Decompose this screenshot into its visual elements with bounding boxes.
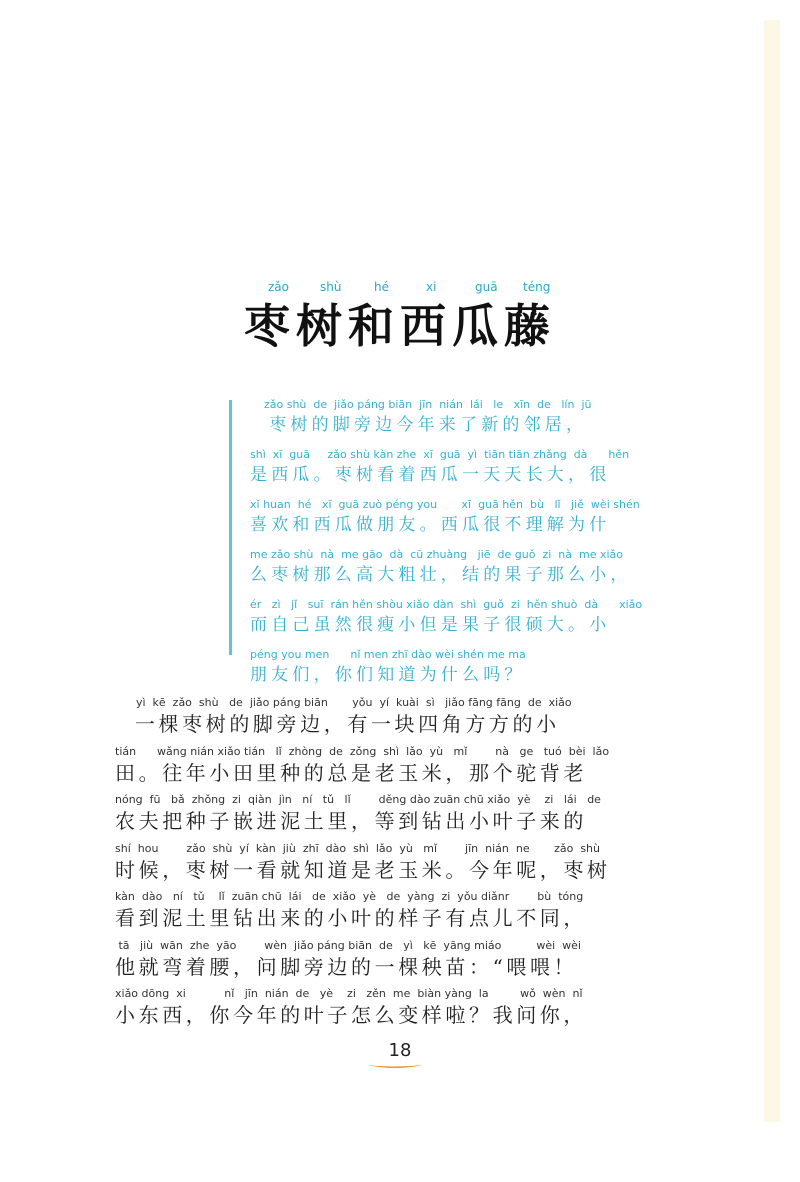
- story-line: [115, 939, 685, 988]
- title-pinyin-4: xi: [426, 280, 437, 294]
- intro-text: 而自己虽然很瘦小但是果子很硕大。小: [250, 615, 611, 635]
- intro-accent-bar: [229, 400, 232, 655]
- page-number: 18: [388, 1040, 412, 1061]
- story-line: [115, 745, 685, 794]
- page-edge-strip: [764, 20, 780, 1122]
- intro-paragraph: [250, 398, 680, 698]
- title-pinyin-3: hé: [374, 280, 389, 294]
- intro-line: [250, 448, 680, 498]
- story-pinyin: shí hou zǎo shù yí kàn jiù zhī dào shì lǎo yù mǐ jīn nián ne zǎo shù: [115, 841, 600, 855]
- story-text: 一棵枣树的脚旁边，有一块四角方方的小: [115, 712, 560, 736]
- intro-pinyin: ér zì jǐ suī rán hěn shòu xiǎo dàn shì guǒ zi hěn shuò dà xiǎo: [250, 598, 643, 611]
- story-pinyin: tā jiù wān zhe yāo wèn jiǎo páng biān de yì kē yāng miáo wèi wèi: [115, 938, 581, 952]
- intro-line: [250, 398, 680, 448]
- page-number-swoosh-icon: [366, 1062, 424, 1070]
- title-pinyin-2: shù: [320, 280, 342, 294]
- intro-pinyin: xǐ huan hé xī guā zuò péng you xī guā hěn bù lǐ jiě wèi shén: [250, 498, 640, 511]
- intro-text: 么枣树那么高大粗壮，结的果子那么小，: [250, 565, 632, 585]
- title-pinyin-1: zǎo: [268, 280, 289, 294]
- intro-pinyin: me zǎo shù nà me gāo dà cū zhuàng jiē de guǒ zi nà me xiǎo: [250, 548, 623, 561]
- title-pinyin-5: guā: [475, 280, 498, 294]
- intro-pinyin: shì xī guā zǎo shù kàn zhe xī guā yì tiān tiān zhǎng dà hěn: [250, 448, 630, 461]
- story-pinyin: nóng fū bǎ zhǒng zi qiàn jìn ní tǔ lǐ děng dào zuān chū xiǎo yè zi lái de: [115, 793, 601, 806]
- story-line: [115, 842, 685, 891]
- story-line: [115, 987, 685, 1036]
- story-text: 小东西，你今年的叶子怎么变样啦？我问你，: [115, 1003, 587, 1027]
- story-text: 农夫把种子嵌进泥土里，等到钻出小叶子来的: [115, 809, 587, 833]
- story-pinyin: kàn dào ní tǔ lǐ zuān chū lái de xiǎo yè de yàng zi yǒu diǎnr bù tóng: [115, 890, 584, 903]
- page-title: 枣树和西瓜藤: [244, 299, 556, 353]
- story-text: 时候，枣树一看就知道是老玉米。今年呢，枣树: [115, 857, 611, 882]
- intro-text: 朋友们，你们知道为什么吗？: [250, 665, 526, 685]
- intro-line: [250, 598, 680, 648]
- story-pinyin: yì kē zǎo shù de jiǎo páng biān yǒu yí kuài sì jiǎo fāng fāng de xiǎo: [115, 696, 572, 709]
- intro-pinyin: péng you men nǐ men zhī dào wèi shén me ma: [250, 648, 526, 661]
- story-line: [115, 696, 685, 745]
- intro-text: 是西瓜。枣树看着西瓜一天天长大，很: [250, 465, 611, 485]
- story-text: 看到泥土里钻出来的小叶的样子有点儿不同，: [115, 906, 587, 930]
- story-line: [115, 890, 685, 939]
- story-line: [115, 793, 685, 842]
- story-text: 他就弯着腰，问脚旁边的一棵秧苗：“喂喂！: [115, 954, 578, 979]
- intro-text: 枣树的脚旁边今年来了新的邻居，: [250, 415, 588, 435]
- intro-line: [250, 548, 680, 598]
- intro-line: [250, 648, 680, 698]
- intro-text: 喜欢和西瓜做朋友。西瓜很不理解为什: [250, 515, 611, 535]
- title-pinyin-6: téng: [523, 280, 551, 294]
- story-pinyin: xiǎo dōng xi nǐ jīn nián de yè zi zěn me biàn yàng la wǒ wèn nǐ: [115, 987, 583, 1000]
- story-text: 田。往年小田里种的总是老玉米，那个驼背老: [115, 760, 587, 785]
- title-block: [0, 280, 800, 354]
- story-pinyin: tián wǎng nián xiǎo tián lǐ zhòng de zǒng shì lǎo yù mǐ nà ge tuó bèi lǎo: [115, 744, 610, 758]
- story-paragraph: [115, 696, 685, 1036]
- title-pinyin: [0, 280, 800, 298]
- intro-line: [250, 498, 680, 548]
- intro-pinyin: zǎo shù de jiǎo páng biān jīn nián lái le xīn de lín jū: [250, 398, 592, 411]
